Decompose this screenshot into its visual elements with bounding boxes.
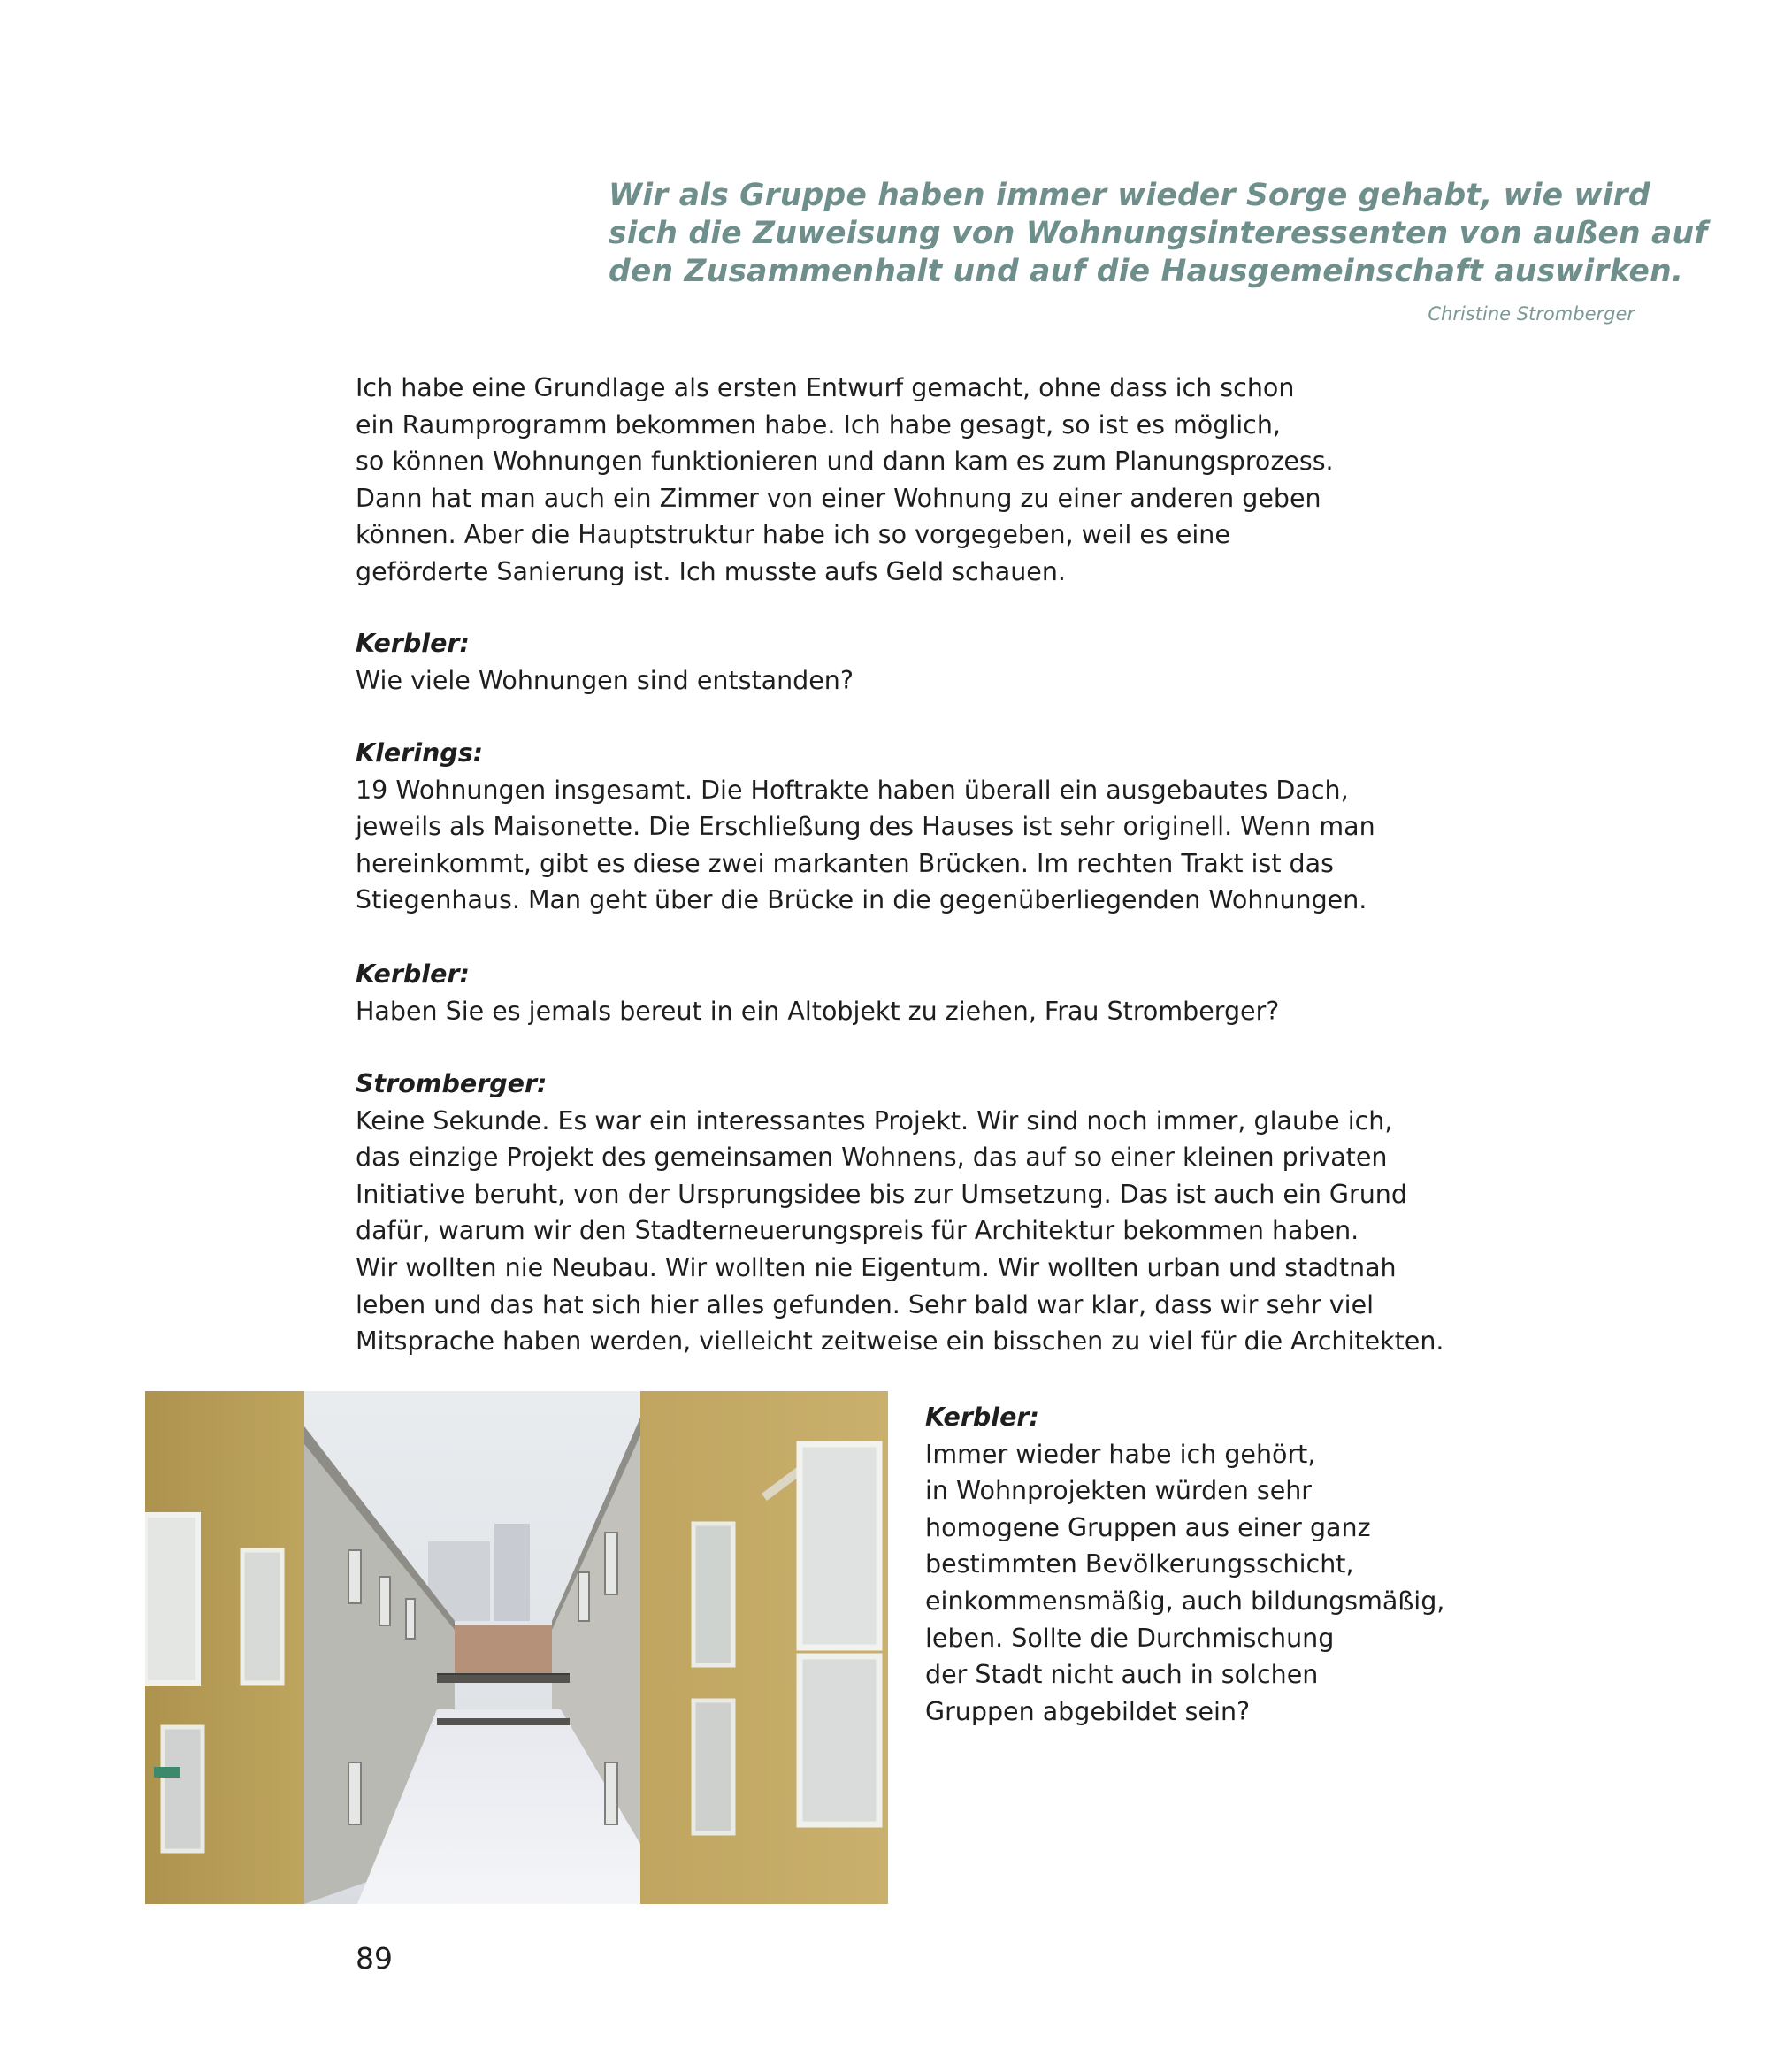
text-line: geförderte Sanierung ist. Ich musste aufs Geld schauen.	[356, 556, 1066, 586]
text-line: können. Aber die Hauptstruktur habe ich so vorgegeben, weil es eine	[356, 520, 1230, 550]
courtyard-photo	[145, 1391, 888, 1904]
text-line: ein Raumprogramm bekommen habe. Ich habe gesagt, so ist es möglich,	[356, 409, 1281, 440]
text-line: dafür, warum wir den Stadterneuerungspreis für Architektur bekommen haben.	[356, 1216, 1359, 1246]
dialogue-entry-2	[356, 735, 1505, 919]
text-line: leben und das hat sich hier alles gefunden. Sehr bald war klar, dass wir sehr viel	[356, 1289, 1375, 1319]
pull-quote	[609, 177, 1708, 291]
text-line: Haben Sie es jemals bereut in ein Altobjekt zu ziehen, Frau Stromberger?	[356, 996, 1280, 1026]
speaker-name: Stromberger:	[356, 1069, 548, 1098]
text-line: leben. Sollte die Durchmischung	[925, 1623, 1335, 1653]
speaker-name: Klerings:	[356, 738, 484, 768]
text-line: hereinkommt, gibt es diese zwei markanten Brücken. Im rechten Trakt ist das	[356, 848, 1334, 878]
text-line: 19 Wohnungen insgesamt. Die Hoftrakte haben überall ein ausgebautes Dach,	[356, 775, 1349, 805]
dialogue-entry-3	[356, 956, 1505, 1029]
quote-attribution: Christine Stromberger	[1428, 303, 1635, 325]
text-line: jeweils als Maisonette. Die Erschließung des Hauses ist sehr originell. Wenn man	[356, 812, 1375, 842]
text-line: der Stadt nicht auch in solchen	[925, 1660, 1319, 1690]
pull-quote-line: sich die Zuweisung von Wohnungsinteressenten von außen auf	[609, 216, 1708, 251]
speaker-name: Kerbler:	[925, 1403, 1039, 1432]
text-line: einkommensmäßig, auch bildungsmäßig,	[925, 1586, 1445, 1616]
pull-quote-line: den Zusammenhalt und auf die Hausgemeinschaft auswirken.	[609, 254, 1684, 289]
page-number: 89	[356, 1941, 393, 1976]
text-line: Stiegenhaus. Man geht über die Brücke in die gegenüberliegenden Wohnungen.	[356, 885, 1367, 915]
dialogue-entry-4	[356, 1066, 1505, 1360]
text-line: so können Wohnungen funktionieren und dann kam es zum Planungsprozess.	[356, 447, 1334, 477]
text-line: Dann hat man auch ein Zimmer von einer Wohnung zu einer anderen geben	[356, 483, 1321, 513]
text-line: Wie viele Wohnungen sind entstanden?	[356, 665, 854, 695]
text-line: homogene Gruppen aus einer ganz	[925, 1512, 1371, 1542]
intro-paragraph	[356, 370, 1505, 591]
text-line: Wir wollten nie Neubau. Wir wollten nie Eigentum. Wir wollten urban und stadtnah	[356, 1252, 1397, 1282]
speaker-name: Kerbler:	[356, 629, 470, 658]
text-line: das einzige Projekt des gemeinsamen Wohnens, das auf so einer kleinen privaten	[356, 1143, 1388, 1173]
text-line: Mitsprache haben werden, vielleicht zeitweise ein bisschen zu viel für die Architekten.	[356, 1327, 1444, 1357]
text-line: Ich habe eine Grundlage als ersten Entwurf gemacht, ohne dass ich schon	[356, 373, 1295, 402]
pull-quote-line: Wir als Gruppe haben immer wieder Sorge gehabt, wie wird	[609, 178, 1650, 213]
text-line: Initiative beruht, von der Ursprungsidee bis zur Umsetzung. Das ist auch ein Grund	[356, 1179, 1407, 1209]
text-line: Keine Sekunde. Es war ein interessantes Projekt. Wir sind noch immer, glaube ich,	[356, 1105, 1393, 1135]
text-line: Gruppen abgebildet sein?	[925, 1696, 1251, 1726]
side-question	[925, 1399, 1456, 1730]
text-line: bestimmten Bevölkerungsschicht,	[925, 1549, 1354, 1579]
speaker-name: Kerbler:	[356, 960, 470, 989]
dialogue-entry-1	[356, 625, 1505, 699]
text-line: in Wohnprojekten würden sehr	[925, 1476, 1313, 1506]
text-line: Immer wieder habe ich gehört,	[925, 1439, 1316, 1469]
